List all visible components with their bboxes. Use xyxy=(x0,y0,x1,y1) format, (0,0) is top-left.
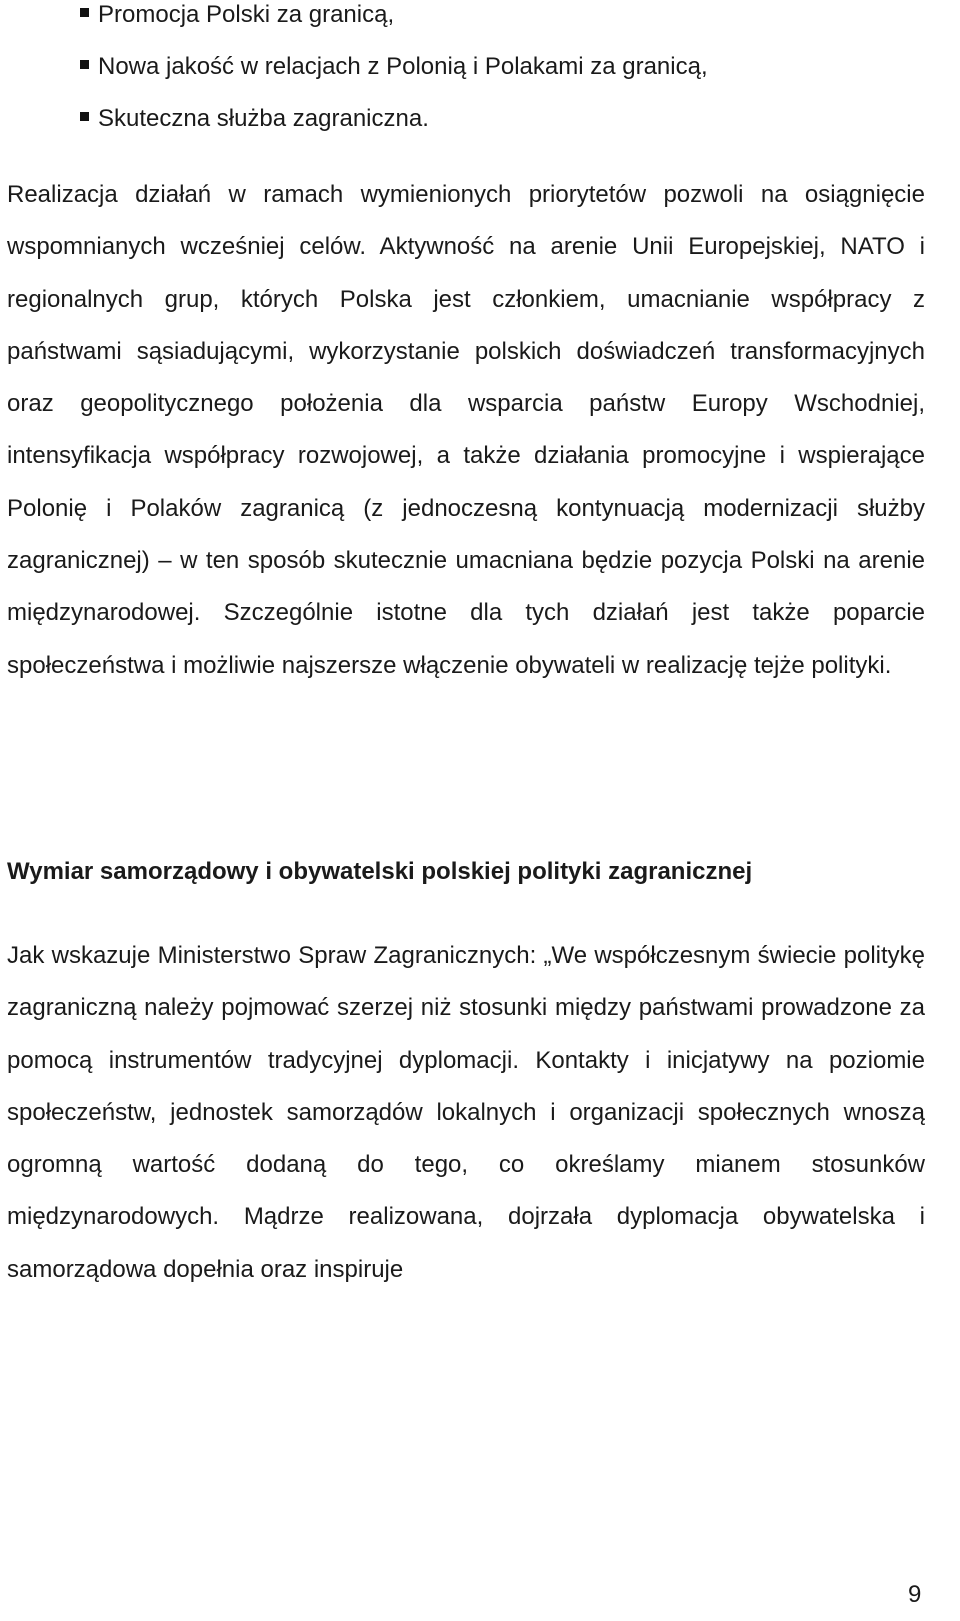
square-bullet-icon xyxy=(80,8,89,17)
section-heading: Wymiar samorządowy i obywatelski polskiej polityki zagranicznej xyxy=(7,858,753,885)
list-item-text: Promocja Polski za granicą, xyxy=(98,1,395,28)
page-number: 9 xyxy=(908,1581,922,1608)
list-item xyxy=(0,104,940,156)
square-bullet-icon xyxy=(80,112,89,121)
square-bullet-icon xyxy=(80,60,89,69)
list-item-text: Skuteczna służba zagraniczna. xyxy=(98,105,429,132)
body-paragraph: Realizacja działań w ramach wymienionych priorytetów pozwoli na osiągnięcie wspomnianych wcześniej celów. Aktywność na arenie Unii Europejskiej, NATO i regionalnych grup, których Polska jest członkiem, umacnianie współpracy z państwami sąsiadującymi, wykorzystanie polskich doświadczeń transformacyjnych oraz geopolitycznego położenia dla wsparcia państw Europy Wschodniej, intensyfikacja współpracy rozwojowej, a także działania promocyjne i wspierające Polonię i Polaków zagranicą (z jednoczesną kontynuacją modernizacji służby zagranicznej) – w ten sposób skutecznie umacniana będzie pozycja Polski na arenie międzynarodowej. Szczególnie istotne dla tych działań jest także poparcie społeczeństwa i możliwie najszersze włączenie obywateli w realizację tejże polityki. xyxy=(7,181,925,679)
list-item xyxy=(0,0,940,52)
list-item xyxy=(0,52,940,104)
body-paragraph: Jak wskazuje Ministerstwo Spraw Zagranicznych: „We współczesnym świecie politykę zagraniczną należy pojmować szerzej niż stosunki między państwami prowadzone za pomocą instrumentów tradycyjnej dyplomacji. Kontakty i inicjatywy na poziomie społeczeństw, jednostek samorządów lokalnych i organizacji społecznych wnoszą ogromną wartość dodaną do tego, co określamy mianem stosunków międzynarodowych. Mądrze realizowana, dojrzała dyplomacja obywatelska i samorządowa dopełnia oraz inspiruje xyxy=(7,942,925,1283)
list-item-text: Nowa jakość w relacjach z Polonią i Polakami za granicą, xyxy=(98,53,708,80)
priorities-list xyxy=(0,0,940,156)
